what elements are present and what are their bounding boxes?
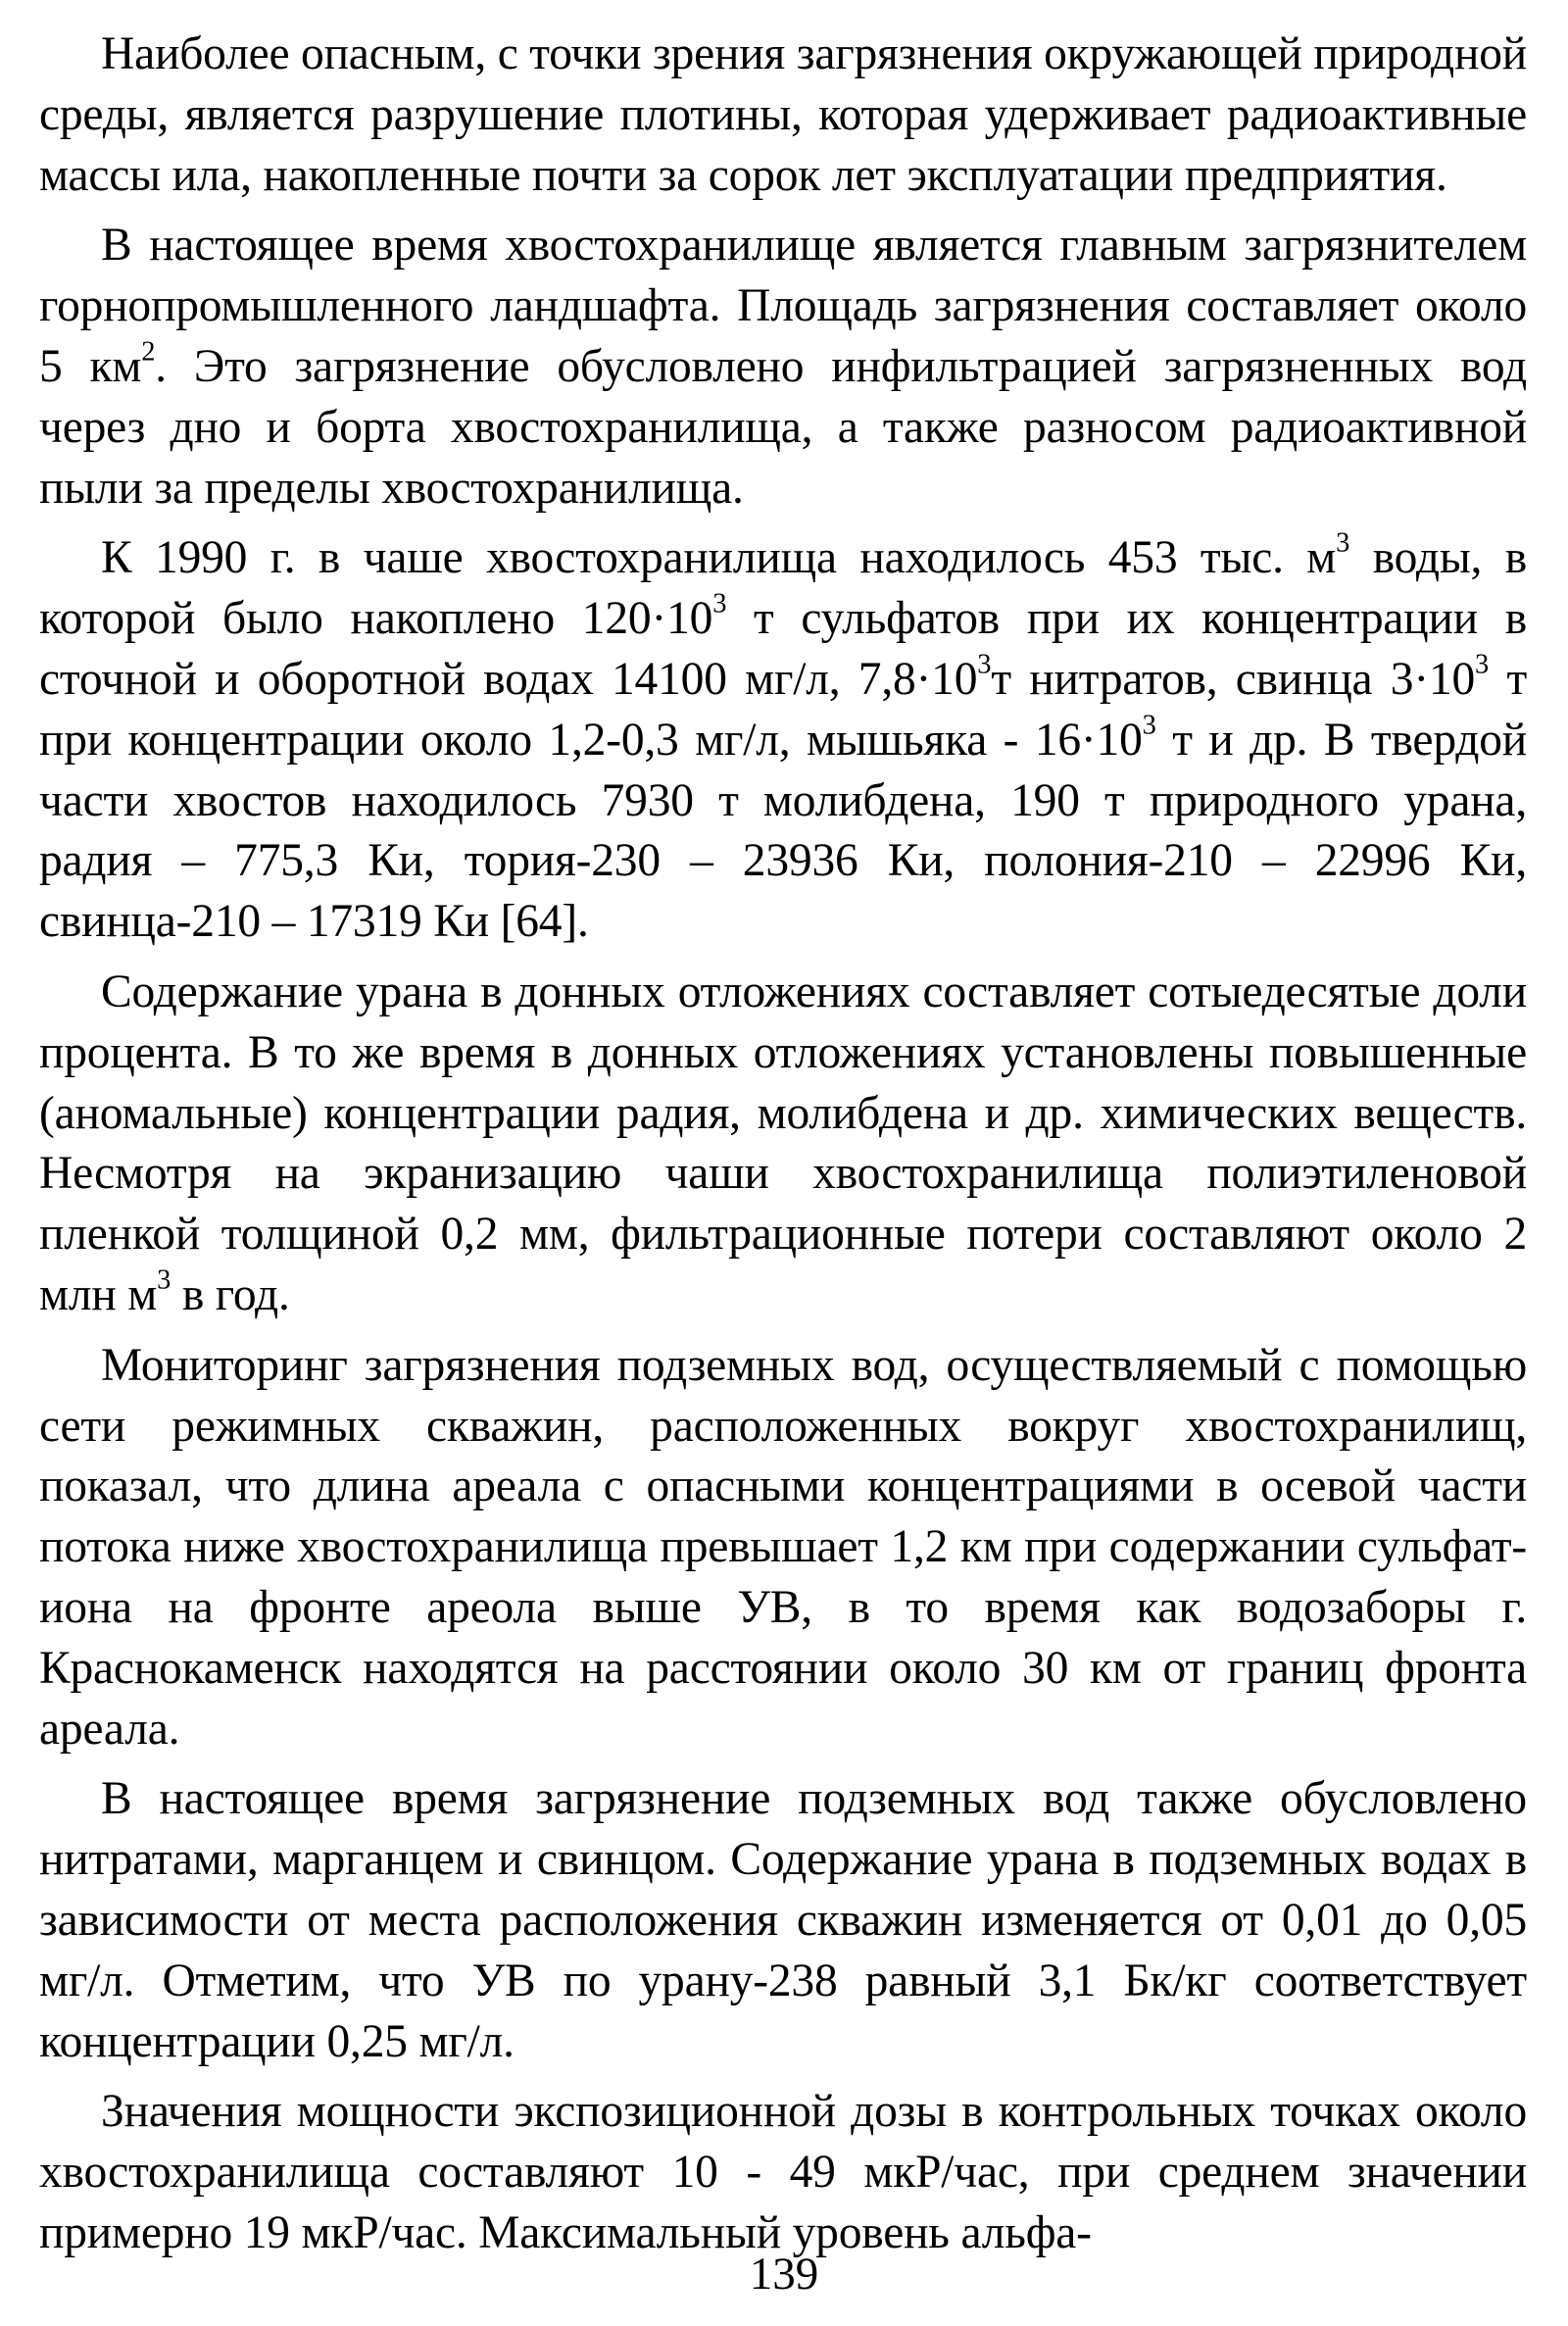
superscript: 3 <box>977 649 992 680</box>
paragraph-text: т нитратов, свинца 3·10 <box>991 653 1476 705</box>
paragraph-text: т при концентрации около 1,2-0,3 мг/л, мышьяка - 16·10 <box>39 653 1528 766</box>
paragraph-text: . Это загрязнение обусловлено инфильтрацией загрязненных вод через дно и борта хвостохранилища, а также разносом радиоактивной пыли за пределы хвостохранилища. <box>39 340 1527 514</box>
superscript: 3 <box>712 588 727 619</box>
superscript: 3 <box>1142 710 1156 741</box>
superscript: 3 <box>157 1264 172 1296</box>
page-number: 139 <box>749 2249 819 2300</box>
superscript: 3 <box>1336 528 1350 559</box>
paragraph-tailings-pollutant <box>39 216 1527 519</box>
paragraph-text: Содержание урана в донных отложениях составляет сотыедесятые доли процента. В то же время в донных отложениях установлены повышенные (аномальные) концентрации радия, молибдена и др. химических веществ. Несмотря на экранизацию чаши хвостохранилища полиэтиленовой пленкой толщиной 0,2 мм, фильтрационные потери составляют около 2 млн м <box>39 965 1527 1320</box>
paragraph-exposure-dose <box>39 2082 1527 2263</box>
paragraph-text: Наиболее опасным, с точки зрения загрязнения окружающей природной среды, является разрушение плотины, которая удерживает радиоактивные массы ила, накопленные почти за сорок лет эксплуатации предприятия. <box>39 28 1528 201</box>
paragraph-text: К 1990 г. в чаше хвостохранилища находилось 453 тыс. м <box>101 532 1337 584</box>
paragraph-text: т и др. В твердой части хвостов находилось 7930 т молибдена, 190 т природного урана, радия – 775,3 Ки, тория-230 – 23936 Ки, полония-210 – 22996 Ки, свинца-210 – 17319 Ки [64]. <box>39 714 1527 948</box>
paragraph-text: В настоящее время загрязнение подземных вод также обусловлено нитратами, марганцем и свинцом. Содержание урана в подземных водах в зависимости от места расположения скважин изменяется от 0,01 до 0,05 мг/л. Отметим, что УВ по урану-238 равный 3,1 Бк/кг соответствует концентрации 0,25 мг/л. <box>39 1773 1527 2067</box>
superscript: 3 <box>1475 649 1490 680</box>
page-body <box>39 25 1527 2274</box>
paragraph-text: В настоящее время хвостохранилище является главным загрязнителем горнопромышленного ландшафта. Площадь загрязнения составляет около 5 км <box>39 220 1527 392</box>
paragraph-text: в год. <box>171 1268 290 1320</box>
paragraph-dam-failure <box>39 25 1527 206</box>
paragraph-groundwater-pollution <box>39 1769 1527 2072</box>
paragraph-text: Значения мощности экспозиционной дозы в контрольных точках около хвостохранилища составляют 10 - 49 мкР/час, при среднем значении примерно 19 мкР/час. Максимальный уровень альфа- <box>39 2086 1527 2258</box>
superscript: 2 <box>141 336 156 368</box>
paragraph-text: Мониторинг загрязнения подземных вод, осуществляемый с помощью сети режимных скважин, расположенных вокруг хвостохранилищ, показал, что длина ареала с опасными концентрациями в осевой части потока ниже хвостохранилища превышает 1,2 км при содержании сульфат-иона на фронте ареола выше УВ, в то время как водозаборы г. Краснокаменск находятся на расстоянии около 30 км от границ фронта ареала. <box>39 1339 1527 1755</box>
paragraph-bottom-sediments <box>39 963 1527 1326</box>
paragraph-text: т сульфатов при их концентрации в сточной и оборотной водах 14100 мг/л, 7,8·10 <box>39 593 1527 705</box>
paragraph-text: воды, в которой было накоплено 120·10 <box>39 532 1527 645</box>
paragraph-groundwater-monitoring <box>39 1336 1527 1760</box>
paragraph-1990-inventory <box>39 528 1527 953</box>
